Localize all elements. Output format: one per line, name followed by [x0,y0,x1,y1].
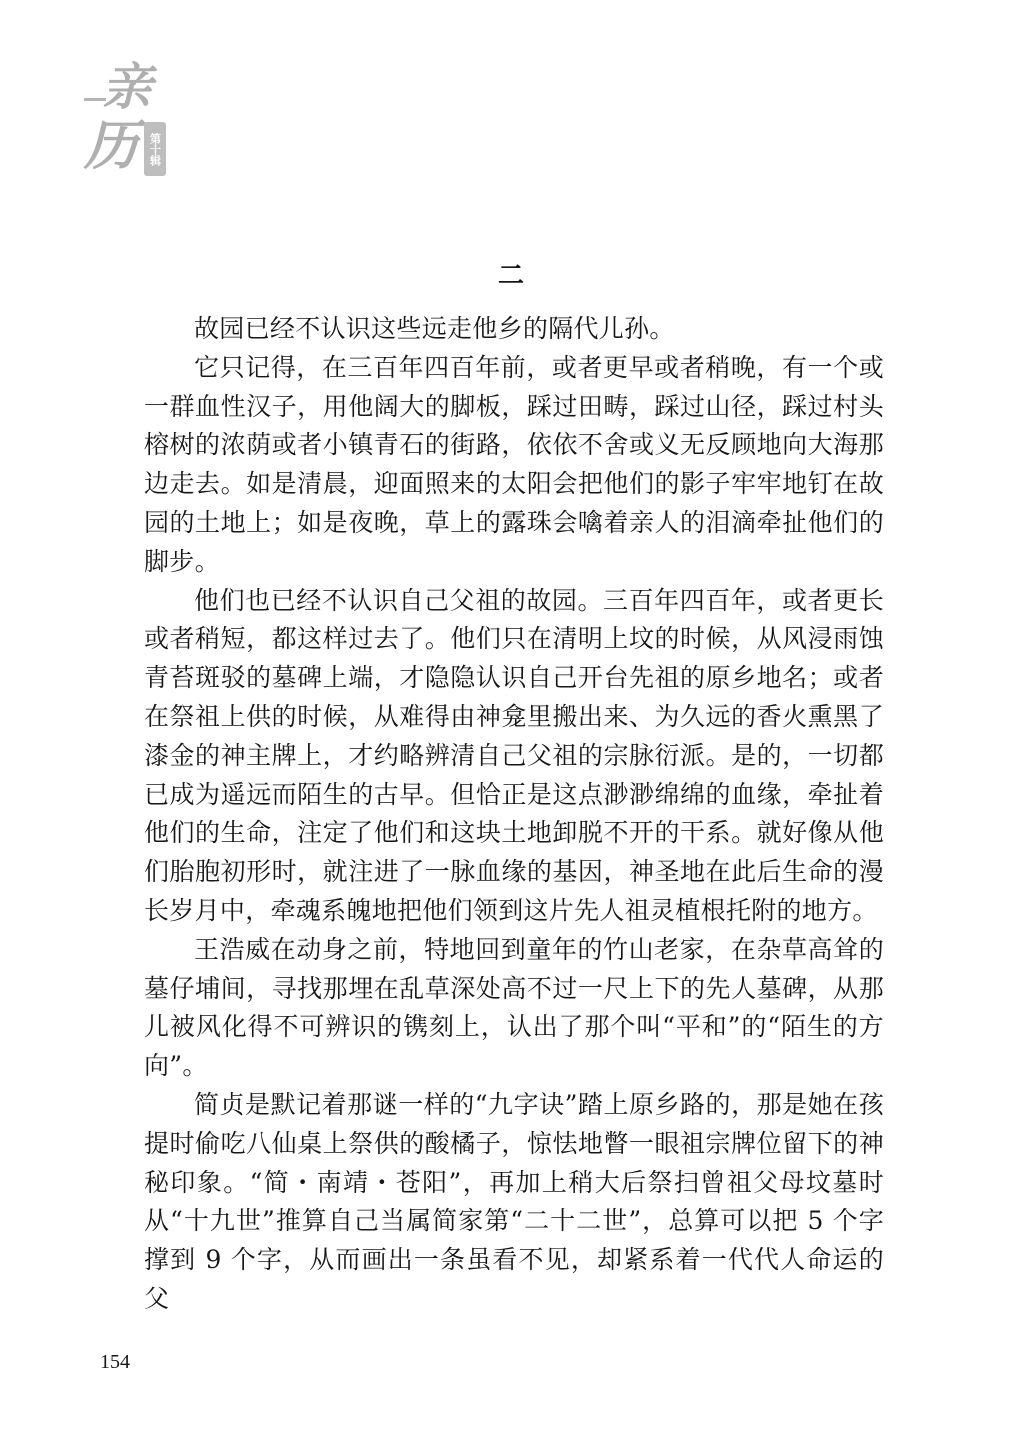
paragraph: 他们也已经不认识自己父祖的故园。三百年四百年，或者更长或者稍短，都这样过去了。他们只在清明上坟的时候，从风浸雨蚀青苔斑驳的墓碑上端，才隐隐认识自己开台先祖的原乡地名；或者在祭祖上供的时候，从难得由神龛里搬出来、为久远的香火熏黑了漆金的神主牌上，才约略辨清自己父祖的宗脉衍派。是的，一切都已成为遥远而陌生的古早。但恰正是这点渺渺绵绵的血缘，牵扯着他们的生命，注定了他们和这块土地卸脱不开的干系。就好像从他们胎胞初形时，就注进了一脉血缘的基因，神圣地在此后生命的漫长岁月中，牵魂系魄地把他们领到这片先人祖灵植根托附的地方。 [144,585,884,925]
book-series-logo [84,57,174,192]
logo-char-2: 历 [84,113,138,177]
section-heading: 二 [497,261,524,291]
paragraph: 它只记得，在三百年四百年前，或者更早或者稍晚，有一个或一群血性汉子，用他阔大的脚板，踩过田畴，踩过山径，踩过村头榕树的浓荫或者小镇青石的街路，依依不舍或义无反顾地向大海那边走去。如是清晨，迎面照来的太阳会把他们的影子牢牢地钉在故园的土地上；如是夜晚，草上的露珠会噙着亲人的泪滴牵扯他们的脚步。 [144,352,884,576]
page-number: 154 [100,1351,130,1373]
paragraph: 简贞是默记着那谜一样的“九字诀”踏上原乡路的，那是她在孩提时偷吃八仙桌上祭供的酸橘子，惊怯地瞥一眼祖宗牌位留下的神秘印象。“简・南靖・苍阳”，再加上稍大后祭扫曾祖父母坟墓时从“十九世”推算自己当属简家第“二十二世”，总算可以把 5 个字撑到 9 个字，从而画出一条虽看不见，却紧系着一代代人命运的父 [144,1089,884,1313]
body-text [144,310,884,1319]
paragraph: 故园已经不认识这些远走他乡的隔代儿孙。 [194,314,675,343]
paragraph: 王浩威在动身之前，特地回到童年的竹山老家，在杂草高耸的墓仔埔间，寻找那埋在乱草深处高不过一尺上下的先人墓碑，从那儿被风化得不可辨识的镌刻上，认出了那个叫“平和”的“陌生的方向”。 [144,934,884,1081]
logo-volume-badge: 第十辑 [144,122,166,176]
logo-char-1: 亲 [102,57,152,116]
